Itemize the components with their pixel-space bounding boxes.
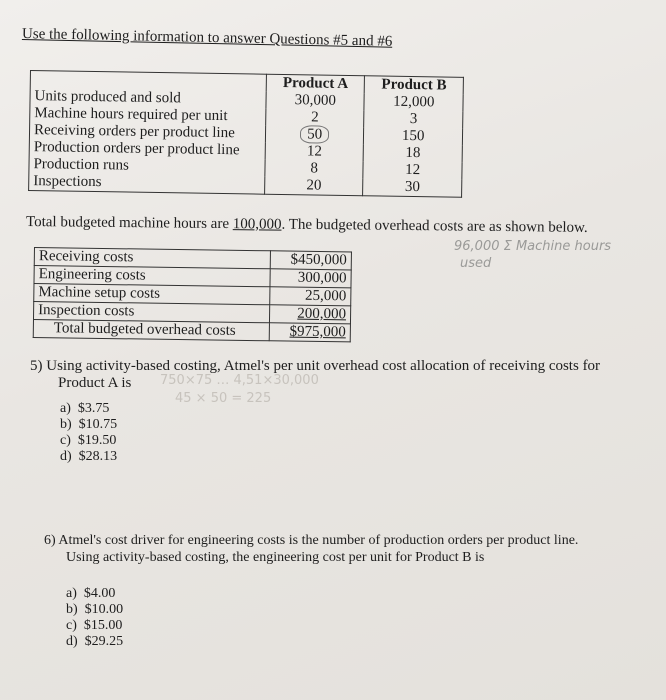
- product-table: [28, 70, 464, 198]
- col-product-a: Product A: [266, 74, 365, 93]
- cost-label: Receiving costs: [34, 248, 270, 269]
- question-text: Atmel's cost driver for engineering costs is the number of production orders per product line.: [58, 533, 579, 548]
- cost-amount: $450,000: [270, 251, 351, 270]
- product-a-value: 12: [265, 143, 364, 162]
- handwritten-note: 96,000 Σ Machine hours: [454, 239, 612, 254]
- question-6: [44, 532, 578, 550]
- col-product-b: Product B: [365, 76, 464, 95]
- option-b[interactable]: b) $10.00: [66, 602, 124, 617]
- cost-label: Engineering costs: [34, 266, 270, 287]
- product-b-value: 12,000: [364, 93, 463, 112]
- product-a-value: 2: [266, 109, 365, 128]
- product-a-value: 20: [265, 177, 364, 196]
- budget-text-post: . The budgeted overhead costs are as shown below.: [281, 216, 588, 236]
- product-b-value: 18: [364, 144, 463, 163]
- question-number: 6): [44, 533, 56, 548]
- question-6-line2: Using activity-based costing, the engineering cost per unit for Product B is: [66, 550, 485, 565]
- option-a[interactable]: a) $3.75: [60, 401, 110, 416]
- total-label: Total budgeted overhead costs: [33, 319, 269, 340]
- overhead-cost-table: [33, 247, 352, 342]
- total-row: [33, 319, 350, 341]
- budget-statement: [26, 214, 588, 237]
- underlined-total: $975,000: [289, 323, 346, 341]
- scribble-note: 750×75 … 4,51×30,000: [160, 373, 319, 388]
- question-5-line2: Product A is: [58, 375, 132, 391]
- row-label: Production runs: [29, 156, 265, 177]
- product-b-value: 150: [364, 127, 463, 146]
- question-number: 5): [30, 358, 43, 374]
- option-d[interactable]: d) $29.25: [66, 634, 124, 649]
- row-label: Units produced and sold: [30, 88, 266, 109]
- budget-hours: 100,000: [232, 216, 282, 233]
- underlined-amount: 200,000: [297, 305, 347, 323]
- question-text: Using activity-based costing, Atmel's per unit overhead cost allocation of receiving costs for: [46, 358, 601, 374]
- product-a-value: 30,000: [266, 92, 365, 111]
- scribble-calc: 45 × 50 = 225: [175, 391, 272, 406]
- handwritten-note-used: used: [460, 256, 492, 271]
- budget-text-pre: Total budgeted machine hours are: [25, 214, 233, 233]
- product-b-value: 3: [364, 110, 463, 129]
- cost-amount: [269, 305, 350, 324]
- product-a-value: [265, 126, 364, 145]
- cost-amount: 25,000: [270, 287, 351, 306]
- circled-value: 50: [300, 125, 329, 143]
- question-6-options: [66, 586, 123, 650]
- row-label: Production orders per product line: [29, 139, 265, 160]
- option-d[interactable]: d) $28.13: [60, 449, 118, 464]
- row-label: Receiving orders per product line: [29, 122, 265, 143]
- cost-label: Inspection costs: [33, 302, 269, 323]
- product-a-value: 8: [265, 160, 364, 179]
- product-b-value: 30: [363, 178, 462, 197]
- option-c[interactable]: c) $19.50: [60, 433, 117, 448]
- total-amount: [269, 323, 350, 342]
- instruction-heading: Use the following information to answer Questions #5 and #6: [21, 26, 393, 50]
- row-label: Machine hours required per unit: [30, 105, 266, 126]
- option-c[interactable]: c) $15.00: [66, 618, 123, 633]
- option-a[interactable]: a) $4.00: [66, 586, 116, 601]
- option-b[interactable]: b) $10.75: [60, 417, 118, 432]
- product-b-value: 12: [363, 161, 462, 180]
- cost-label: Machine setup costs: [34, 284, 270, 305]
- row-label: Inspections: [29, 173, 265, 194]
- cost-amount: 300,000: [270, 269, 351, 288]
- question-5-options: [60, 401, 117, 465]
